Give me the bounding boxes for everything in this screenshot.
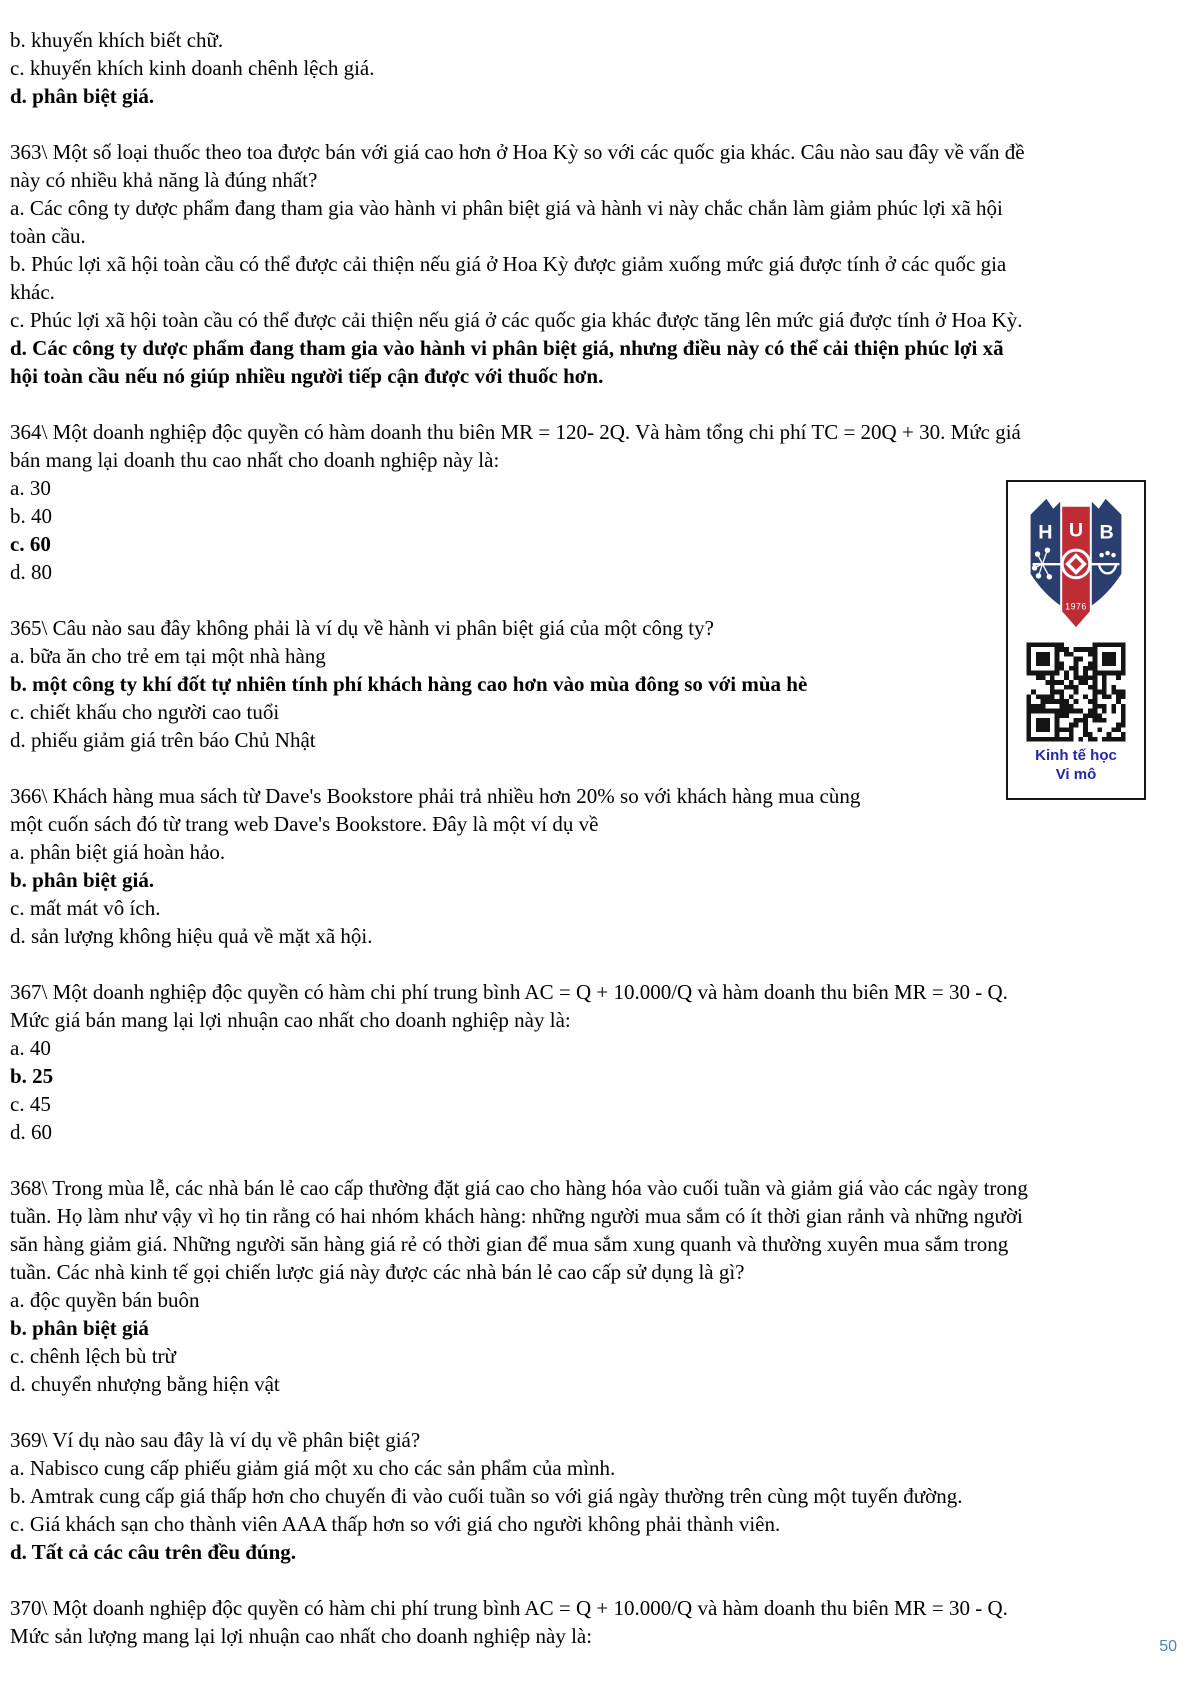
q367-option-d: d. 60 xyxy=(10,1120,52,1144)
q367-option-a: a. 40 xyxy=(10,1036,51,1060)
q365-option-a: a. bữa ăn cho trẻ em tại một nhà hàng xyxy=(10,644,326,668)
q363-stem-line2: này có nhiều khả năng là đúng nhất? xyxy=(10,168,318,192)
q368-option-d: d. chuyển nhượng bằng hiện vật xyxy=(10,1372,280,1396)
q368-stem-line2: tuần. Họ làm như vậy vì họ tin rằng có hai nhóm khách hàng: những người mua sắm có ít thời gian rảnh và những người xyxy=(10,1204,1023,1228)
q362-option-b: b. khuyến khích biết chữ. xyxy=(10,28,224,52)
logo-letter-b: B xyxy=(1099,521,1114,544)
question-365 xyxy=(10,614,1178,754)
q363-option-b-line1: b. Phúc lợi xã hội toàn cầu có thể được cải thiện nếu giá ở Hoa Kỳ được giảm xuống mức giá được tính ở các quốc gia xyxy=(10,252,1007,276)
q370-stem-line1: 370\ Một doanh nghiệp độc quyền có hàm chi phí trung bình AC = Q + 10.000/Q và hàm doanh thu biên MR = 30 - Q. xyxy=(10,1596,1008,1620)
qr-caption-line1: Kinh tế học xyxy=(1035,747,1117,764)
q368-stem-line4: tuần. Các nhà kinh tế gọi chiến lược giá này được các nhà bán lẻ cao cấp sử dụng là gì? xyxy=(10,1260,745,1284)
question-363 xyxy=(10,138,1178,390)
logo-letter-h: H xyxy=(1038,521,1053,544)
hub-logo-card xyxy=(1006,480,1146,800)
q365-stem: 365\ Câu nào sau đây không phải là ví dụ về hành vi phân biệt giá của một công ty? xyxy=(10,616,714,640)
q363-option-d-answer-line1: d. Các công ty dược phẩm đang tham gia vào hành vi phân biệt giá, nhưng điều này có thể cải thiện phúc lợi xã xyxy=(10,336,1004,360)
q367-stem-line2: Mức giá bán mang lại lợi nhuận cao nhất cho doanh nghiệp này là: xyxy=(10,1008,571,1032)
q363-option-c: c. Phúc lợi xã hội toàn cầu có thể được cải thiện nếu giá ở các quốc gia khác được tăng lên mức giá được tính ở Hoa Kỳ. xyxy=(10,308,1023,332)
q364-option-d: d. 80 xyxy=(10,560,52,584)
q367-option-c: c. 45 xyxy=(10,1092,51,1116)
q367-stem-line1: 367\ Một doanh nghiệp độc quyền có hàm chi phí trung bình AC = Q + 10.000/Q và hàm doanh thu biên MR = 30 - Q. xyxy=(10,980,1008,1004)
q365-option-c: c. chiết khấu cho người cao tuổi xyxy=(10,700,280,724)
q370-stem-line2: Mức sản lượng mang lại lợi nhuận cao nhất cho doanh nghiệp này là: xyxy=(10,1624,593,1648)
page-number: 50 xyxy=(1159,1638,1177,1655)
question-369 xyxy=(10,1426,1178,1566)
q363-stem-line1: 363\ Một số loại thuốc theo toa được bán với giá cao hơn ở Hoa Kỳ so với các quốc gia khác. Câu nào sau đây về vấn đề xyxy=(10,140,1025,164)
q366-option-b-answer: b. phân biệt giá. xyxy=(10,868,155,892)
logo-center-emblem-icon xyxy=(1062,550,1090,578)
q368-option-c: c. chênh lệch bù trừ xyxy=(10,1344,176,1368)
logo-year: 1976 xyxy=(1065,601,1087,612)
q368-stem-line3: săn hàng giảm giá. Những người săn hàng giá rẻ có thời gian để mua sắm xung quanh và thường xuyên mua sắm trong xyxy=(10,1232,1009,1256)
hub-shield-logo xyxy=(1024,487,1128,637)
q364-stem-line2: bán mang lại doanh thu cao nhất cho doanh nghiệp này là: xyxy=(10,448,500,472)
logo-letter-u: U xyxy=(1068,519,1084,542)
q369-option-d-answer: d. Tất cả các câu trên đều đúng. xyxy=(10,1540,297,1564)
q369-option-b: b. Amtrak cung cấp giá thấp hơn cho chuyến đi vào cuối tuần so với giá ngày thường trên cùng một tuyến đường. xyxy=(10,1484,963,1508)
q364-option-a: a. 30 xyxy=(10,476,51,500)
q364-option-c-answer: c. 60 xyxy=(10,532,51,556)
question-366 xyxy=(10,782,1178,950)
question-368 xyxy=(10,1174,1178,1398)
q369-option-c: c. Giá khách sạn cho thành viên AAA thấp hơn so với giá cho người không phải thành viên. xyxy=(10,1512,781,1536)
q363-option-a-line1: a. Các công ty dược phẩm đang tham gia vào hành vi phân biệt giá và hành vi này chắc chắn làm giảm phúc lợi xã hội xyxy=(10,196,1003,220)
q364-option-b: b. 40 xyxy=(10,504,52,528)
question-370 xyxy=(10,1594,1178,1650)
q366-stem-line1: 366\ Khách hàng mua sách từ Dave's Bookstore phải trả nhiều hơn 20% so với khách hàng mua cùng xyxy=(10,784,861,808)
q366-option-a: a. phân biệt giá hoàn hảo. xyxy=(10,840,226,864)
q362-option-d-answer: d. phân biệt giá. xyxy=(10,84,155,108)
q365-option-b-answer: b. một công ty khí đốt tự nhiên tính phí khách hàng cao hơn vào mùa đông so với mùa hè xyxy=(10,672,808,696)
q368-option-b-answer: b. phân biệt giá xyxy=(10,1316,149,1340)
q362-option-c: c. khuyến khích kinh doanh chênh lệch giá. xyxy=(10,56,375,80)
q365-option-d: d. phiếu giảm giá trên báo Chủ Nhật xyxy=(10,728,316,752)
question-362-options xyxy=(10,26,1178,110)
q364-stem-line1: 364\ Một doanh nghiệp độc quyền có hàm doanh thu biên MR = 120- 2Q. Và hàm tổng chi phí TC = 20Q + 30. Mức giá xyxy=(10,420,1021,444)
qr-caption-line2: Vi mô xyxy=(1055,766,1097,783)
q366-stem-line2: một cuốn sách đó từ trang web Dave's Bookstore. Đây là một ví dụ về xyxy=(10,812,599,836)
q366-option-c: c. mất mát vô ích. xyxy=(10,896,161,920)
q363-option-a-line2: toàn cầu. xyxy=(10,224,86,248)
q368-option-a: a. độc quyền bán buôn xyxy=(10,1288,200,1312)
q368-stem-line1: 368\ Trong mùa lễ, các nhà bán lẻ cao cấp thường đặt giá cao cho hàng hóa vào cuối tuần và giảm giá vào các ngày trong xyxy=(10,1176,1028,1200)
q366-option-d: d. sản lượng không hiệu quả về mặt xã hội. xyxy=(10,924,373,948)
q369-option-a: a. Nabisco cung cấp phiếu giảm giá một xu cho các sản phẩm của mình. xyxy=(10,1456,616,1480)
q367-option-b-answer: b. 25 xyxy=(10,1064,54,1088)
q363-option-b-line2: khác. xyxy=(10,280,55,304)
q363-option-d-answer-line2: hội toàn cầu nếu nó giúp nhiều người tiếp cận được với thuốc hơn. xyxy=(10,364,604,388)
q369-stem: 369\ Ví dụ nào sau đây là ví dụ về phân biệt giá? xyxy=(10,1428,421,1452)
question-367 xyxy=(10,978,1178,1146)
qr-code xyxy=(1024,640,1128,744)
